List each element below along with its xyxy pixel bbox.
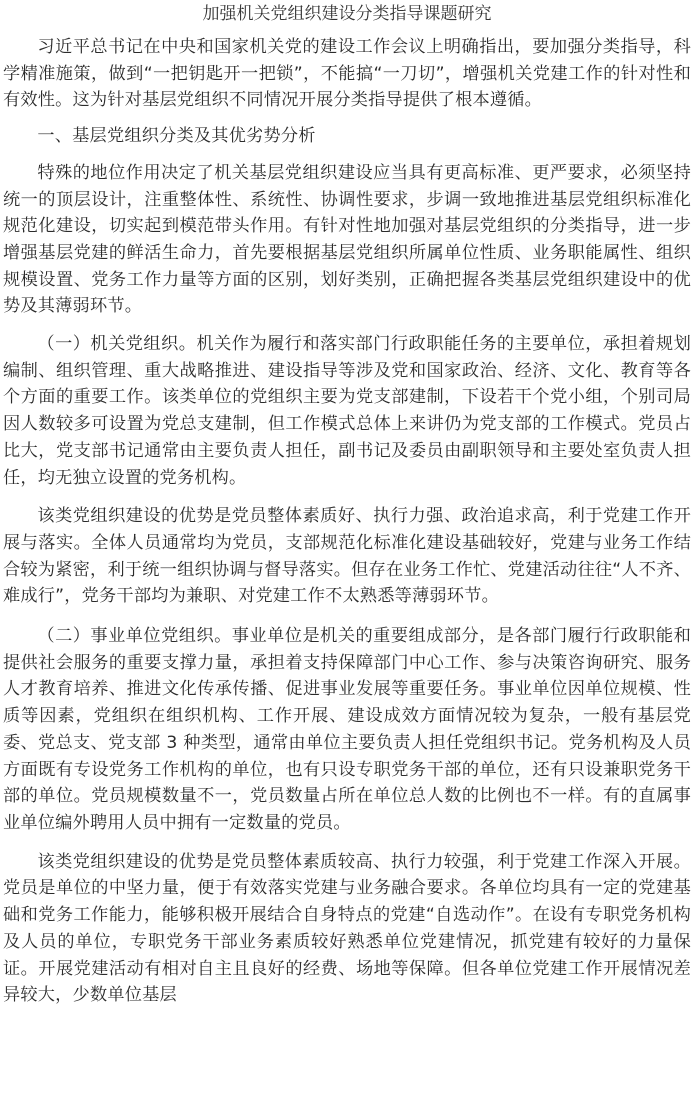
section-heading: 一、基层党组织分类及其优劣势分析 (37, 126, 316, 147)
document-page (3, 0, 691, 1009)
body-paragraph: （一）机关党组织。机关作为履行和落实部门行政职能任务的主要单位，承担着规划编制、组织管理、重大战略推进、建设指导等涉及党和国家政治、经济、文化、教育等各个方面的重要工作。该类单位的党组织主要为党支部建制，下设若干个党小组，个别司局因人数较多可设置为党总支建制，但工作模式总体上来讲仍为党支部的工作模式。党员占比大，党支部书记通常由主要负责人担任，副书记及委员由副职领导和主要处室负责人担任，均无独立设置的党务机构。 (3, 334, 691, 488)
document-title: 加强机关党组织建设分类指导课题研究 (202, 4, 492, 24)
body-paragraph: （二）事业单位党组织。事业单位是机关的重要组成部分，是各部门履行行政职能和提供社会服务的重要支撑力量，承担着支持保障部门中心工作、参与决策咨询研究、服务人才教育培养、推进文化传承传播、促进事业发展等重要任务。事业单位因单位规模、性质等因素，党组织在组织机构、工作开展、建设成效方面情况较为复杂，一般有基层党委、党总支、党支部 3 种类型，通常由单位主要负责人担任党组织书记。党务机构及人员方面既有专设党务工作机构的单位，也有只设专职党务干部的单位，还有只设兼职党务干部的单位。党员规模数量不一，党员数量占所在单位总人数的比例也不一样。有的直属事业单位编外聘用人员中拥有一定数量的党员。 (3, 626, 691, 833)
body-paragraph: 该类党组织建设的优势是党员整体素质较高、执行力较强，利于党建工作深入开展。党员是单位的中坚力量，便于有效落实党建与业务融合要求。各单位均具有一定的党建基础和党务工作能力，能够积极开展结合自身特点的党建“自选动作”。在设有专职党务机构及人员的单位，专职党务干部业务素质较好熟悉单位党建情况，抓党建有较好的力量保证。开展党建活动有相对自主且良好的经费、场地等保障。但各单位党建工作开展情况差异较大，少数单位基层 (3, 851, 691, 1006)
intro-paragraph: 习近平总书记在中央和国家机关党的建设工作会议上明确指出，要加强分类指导，科学精准施策，做到“一把钥匙开一把锁”，不能搞“一刀切”，增强机关党建工作的针对性和有效性。这为针对基层党组织不同情况开展分类指导提供了根本遵循。 (3, 37, 691, 111)
body-paragraph: 该类党组织建设的优势是党员整体素质好、执行力强、政治追求高，利于党建工作开展与落实。全体人员通常均为党员，支部规范化标准化建设基础较好，党建与业务工作结合较为紧密，利于统一组织协调与督导落实。但存在业务工作忙、党建活动往往“人不齐、难成行”，党务干部均为兼职、对党建工作不太熟悉等薄弱环节。 (3, 506, 691, 607)
body-paragraph: 特殊的地位作用决定了机关基层党组织建设应当具有更高标准、更严要求，必须坚持统一的顶层设计，注重整体性、系统性、协调性要求，步调一致地推进基层党组织标准化规范化建设，切实起到模范带头作用。有针对性地加强对基层党组织的分类指导，进一步增强基层党建的鲜活生命力，首先要根据基层党组织所属单位性质、业务职能属性、组织规模设置、党务工作力量等方面的区别，划好类别，正确把握各类基层党组织建设中的优势及其薄弱环节。 (3, 162, 691, 317)
